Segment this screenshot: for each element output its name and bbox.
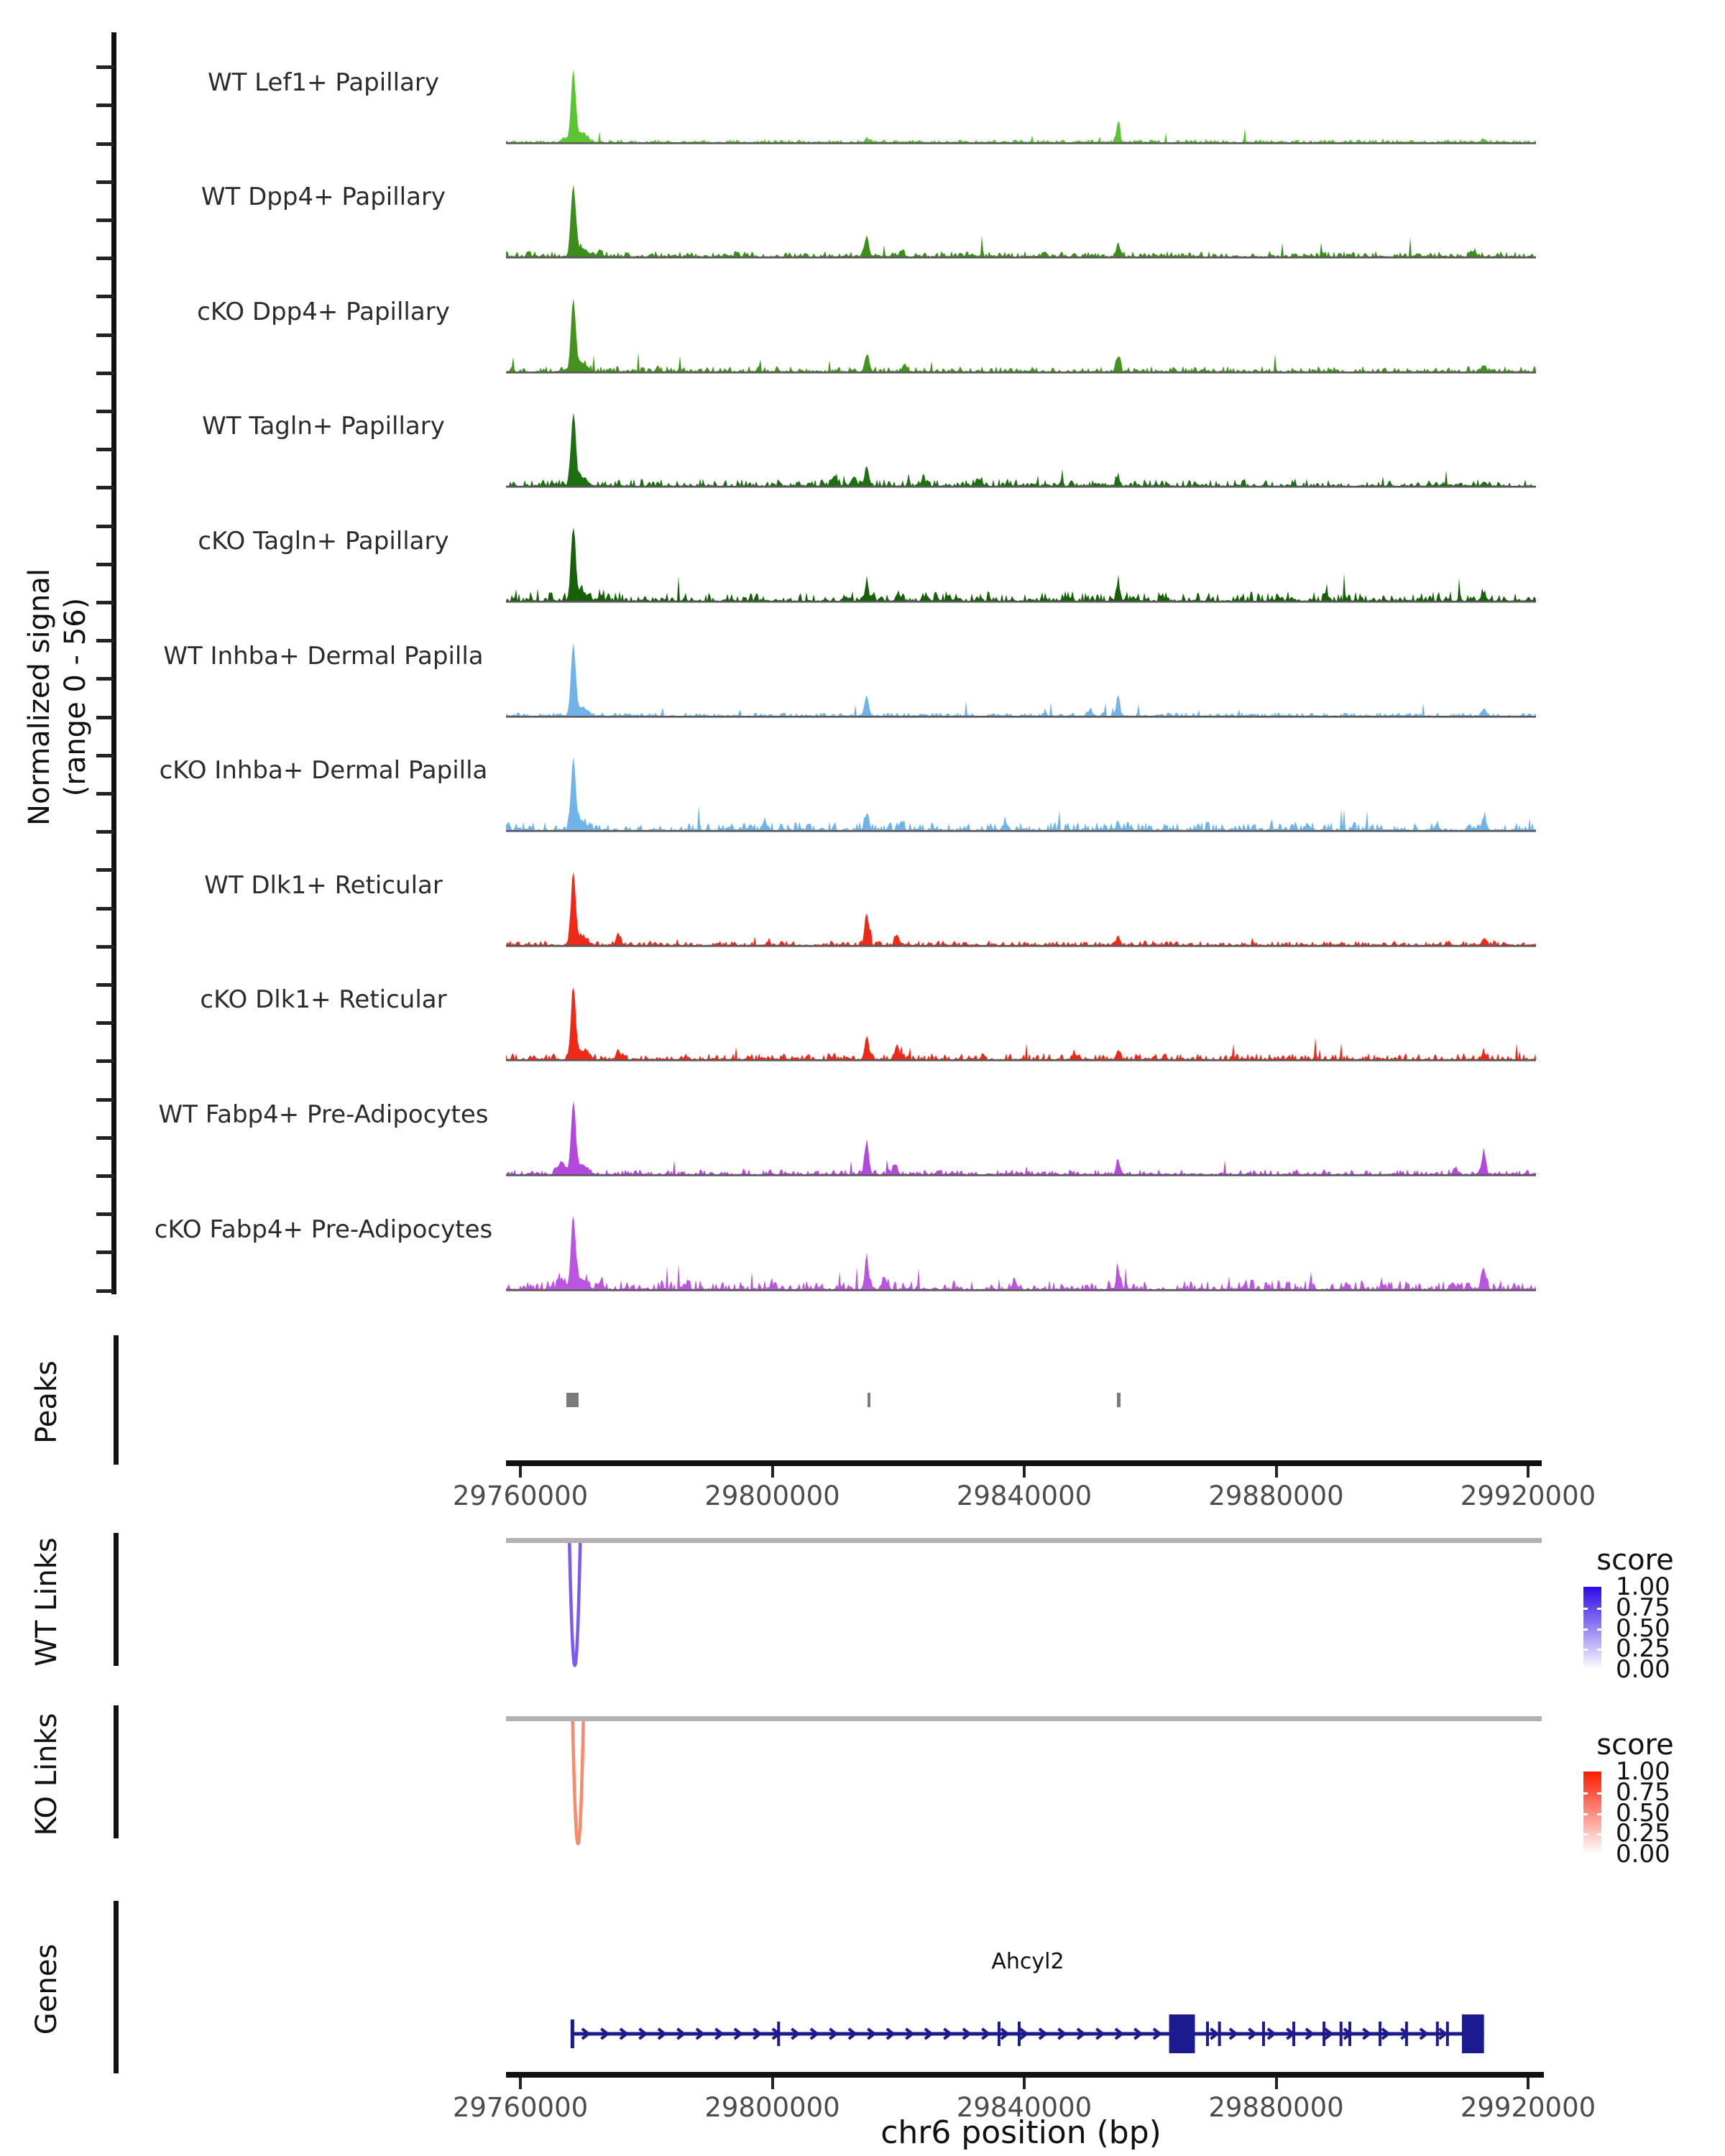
genome-axis-tick xyxy=(771,1466,774,1478)
wt-score-legend-title: score xyxy=(1596,1544,1674,1577)
genome-axis-tick xyxy=(519,2078,522,2089)
peaks-section-label: Peaks xyxy=(30,1360,63,1444)
coverage-signal xyxy=(506,755,1536,834)
peaks-genome-axis xyxy=(506,1460,1542,1466)
coverage-signal xyxy=(506,1215,1536,1294)
y-axis-tick xyxy=(96,142,114,146)
coverage-signal xyxy=(506,297,1536,376)
track-label: cKO Tagln+ Papillary xyxy=(198,526,449,556)
genes-section-label: Genes xyxy=(30,1943,63,2035)
score-tick-label: 0.50 xyxy=(1616,1798,1670,1828)
score-bar-notch xyxy=(1597,1833,1601,1835)
track-label: WT Dlk1+ Reticular xyxy=(204,870,443,900)
signal-axis-label-line2: (range 0 - 56) xyxy=(59,597,92,797)
peak-interval-box xyxy=(1117,1393,1121,1407)
genome-axis-tick-label: 29880000 xyxy=(1208,1480,1344,1511)
genome-axis-tick-label: 29800000 xyxy=(704,2092,840,2123)
track-label: cKO Dlk1+ Reticular xyxy=(200,985,447,1015)
score-tick-label: 0.50 xyxy=(1616,1613,1670,1643)
coverage-signal xyxy=(506,411,1536,490)
y-axis-tick xyxy=(96,257,114,260)
y-axis-tick xyxy=(96,448,114,451)
wt-links-bracket xyxy=(114,1533,119,1666)
y-axis-tick xyxy=(96,333,114,337)
y-axis-tick xyxy=(96,1174,114,1178)
score-bar-notch xyxy=(1583,1608,1588,1610)
score-tick-label: 0.25 xyxy=(1616,1634,1670,1664)
ko-links-baseline xyxy=(506,1716,1542,1721)
genes-genome-axis xyxy=(506,2072,1544,2078)
coverage-signal xyxy=(506,68,1536,147)
peaks-bracket xyxy=(114,1335,119,1465)
genome-axis-tick xyxy=(519,1466,522,1478)
genes-bracket xyxy=(114,1901,119,2073)
gene-model-track xyxy=(506,2009,1536,2061)
track-label: WT Dpp4+ Papillary xyxy=(201,183,446,212)
score-tick-label: 0.25 xyxy=(1616,1819,1670,1848)
y-axis-tick xyxy=(96,1059,114,1063)
coverage-signal xyxy=(506,641,1536,720)
y-axis-tick xyxy=(96,945,114,949)
genome-axis-tick-label: 29760000 xyxy=(452,2092,589,2123)
genome-axis-tick-label: 29840000 xyxy=(956,2092,1092,2123)
y-axis-tick xyxy=(96,907,114,911)
genome-axis-tick xyxy=(1275,1466,1278,1478)
score-bar-notch xyxy=(1583,1792,1588,1795)
genome-axis-tick xyxy=(1023,1466,1026,1478)
wt-links-section-label: WT Links xyxy=(30,1537,63,1667)
wt-links-baseline xyxy=(506,1538,1542,1543)
track-label: cKO Fabp4+ Pre-Adipocytes xyxy=(154,1215,493,1244)
genome-axis-tick-label: 29760000 xyxy=(452,1480,589,1511)
y-axis-tick xyxy=(96,716,114,719)
genome-axis-tick-label: 29920000 xyxy=(1460,1480,1596,1511)
wt-links-track xyxy=(506,1543,1536,1680)
genome-axis-tick-label: 29920000 xyxy=(1460,2092,1596,2123)
track-label: WT Tagln+ Papillary xyxy=(202,412,445,441)
y-axis-tick xyxy=(96,1289,114,1293)
score-bar-notch xyxy=(1597,1608,1601,1610)
ko-links-section-label: KO Links xyxy=(30,1713,63,1836)
score-bar-notch xyxy=(1583,1813,1588,1815)
track-label: WT Fabp4+ Pre-Adipocytes xyxy=(158,1100,489,1129)
score-bar-notch xyxy=(1597,1813,1601,1815)
coverage-signal xyxy=(506,1100,1536,1179)
ko-links-bracket xyxy=(114,1705,119,1838)
y-axis-tick xyxy=(96,103,114,107)
score-bar-notch xyxy=(1583,1628,1588,1631)
y-axis-tick xyxy=(96,486,114,489)
score-tick-label: 0.00 xyxy=(1616,1655,1670,1684)
genome-axis-title: chr6 position (bp) xyxy=(880,2114,1162,2151)
ko-links-track xyxy=(506,1721,1536,1858)
genome-axis-tick-label: 29800000 xyxy=(704,1480,840,1511)
peak-interval-box xyxy=(566,1393,579,1407)
score-bar-notch xyxy=(1597,1628,1601,1631)
score-bar-notch xyxy=(1583,1649,1588,1651)
score-bar-notch xyxy=(1597,1792,1601,1795)
score-tick-label: 1.00 xyxy=(1616,1757,1670,1786)
genome-axis-tick xyxy=(771,2078,774,2089)
genome-axis-tick xyxy=(1023,2078,1026,2089)
peak-interval-box xyxy=(868,1393,870,1407)
y-axis-tick xyxy=(96,1021,114,1025)
track-label: cKO Dpp4+ Papillary xyxy=(197,297,450,326)
y-axis-tick xyxy=(96,830,114,834)
y-axis-tick xyxy=(96,601,114,604)
score-tick-label: 0.75 xyxy=(1616,1593,1670,1622)
genome-axis-tick xyxy=(1527,2078,1530,2089)
y-axis-tick xyxy=(96,372,114,375)
track-label: WT Lef1+ Papillary xyxy=(207,68,440,97)
genome-axis-tick xyxy=(1527,1466,1530,1478)
track-label: WT Inhba+ Dermal Papilla xyxy=(163,641,484,671)
y-axis-tick xyxy=(96,218,114,222)
y-axis-tick xyxy=(96,792,114,796)
genome-axis-tick-label: 29880000 xyxy=(1208,2092,1344,2123)
ko-score-legend-title: score xyxy=(1596,1728,1674,1761)
genome-axis-tick-label: 29840000 xyxy=(956,1480,1092,1511)
gene-name-label: Ahcyl2 xyxy=(991,1949,1064,1974)
score-tick-label: 1.00 xyxy=(1616,1572,1670,1601)
signal-axis-label-line1: Normalized signal xyxy=(23,568,56,826)
coverage-signal xyxy=(506,526,1536,605)
y-axis-tick xyxy=(96,677,114,681)
y-axis-tick xyxy=(96,1250,114,1254)
y-axis-tick xyxy=(96,1136,114,1140)
score-bar-notch xyxy=(1583,1833,1588,1835)
score-tick-label: 0.00 xyxy=(1616,1840,1670,1869)
score-tick-label: 0.75 xyxy=(1616,1777,1670,1807)
score-bar-notch xyxy=(1597,1649,1601,1651)
coverage-signal xyxy=(506,870,1536,949)
coverage-signal xyxy=(506,985,1536,1064)
genome-axis-tick xyxy=(1275,2078,1278,2089)
coverage-signal xyxy=(506,182,1536,261)
y-axis-tick xyxy=(96,563,114,566)
track-label: cKO Inhba+ Dermal Papilla xyxy=(159,756,488,786)
